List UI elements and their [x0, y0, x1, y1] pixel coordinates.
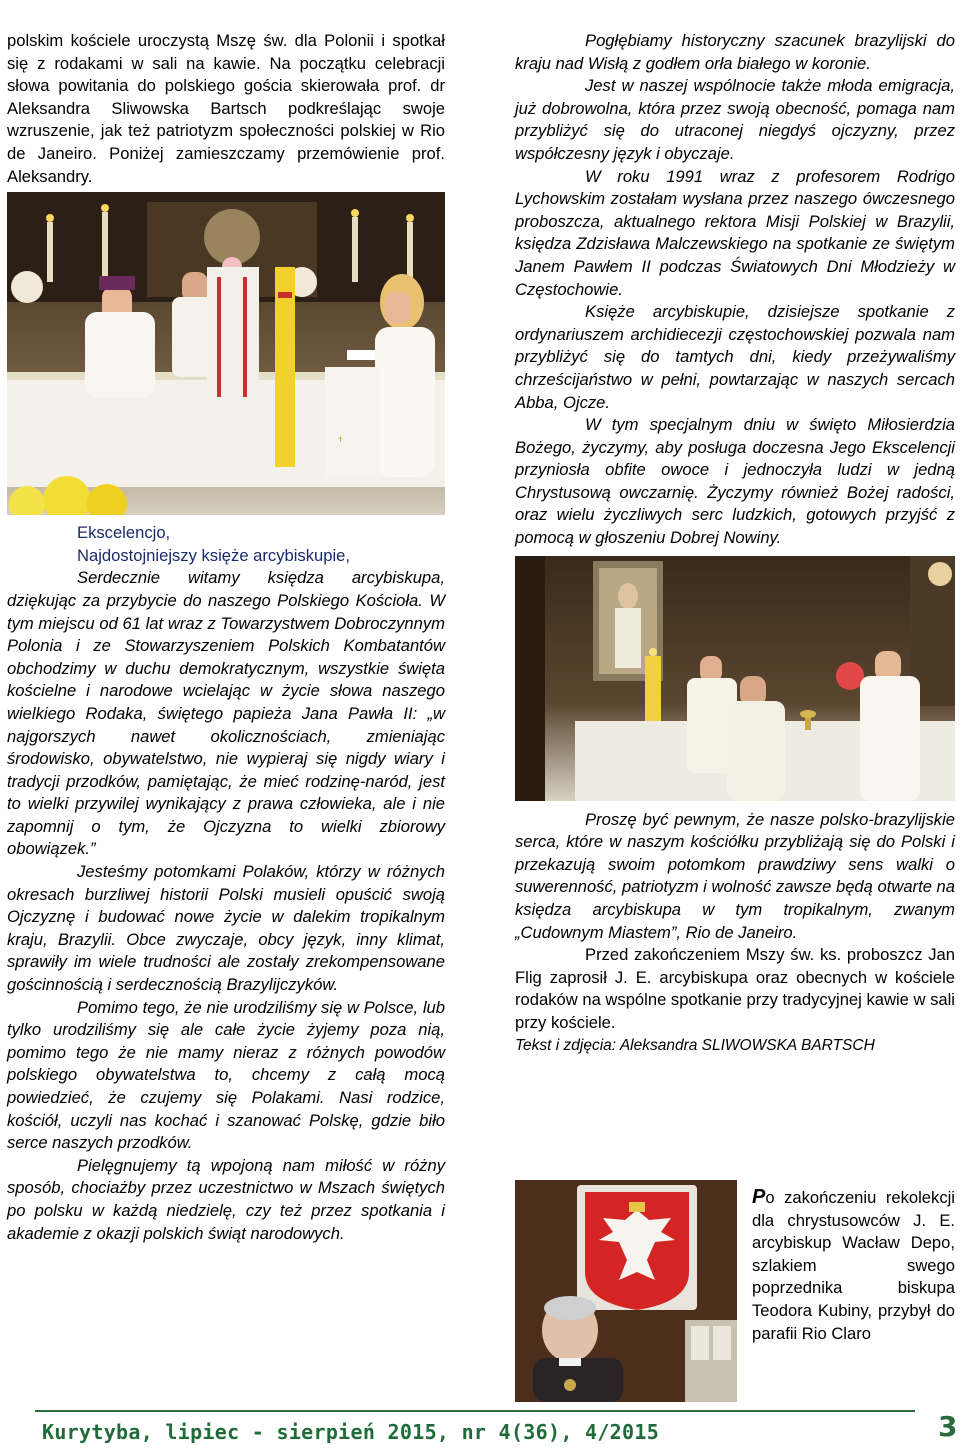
speech-paragraph-2: Jesteśmy potomkami Polaków, którzy w różnych okresach burzliwej historii Polski musieli opuścić swoją Ojczyznę i budować nowe życie w dalekim tropikalnym kraju, Brazylii. Obce zwyczaje, obcy język, inny klimat, sprawiły im wiele trudności ale zostały zrekompensowane gościnnością i serdecznością Brazylijczyków. [7, 862, 445, 995]
speech-paragraph-6: Jest w naszej wspólnocie także młoda emigracja, już dobrowolna, która przez swoją obecność, pomaga nam przybliżyć się do utraconej niegdyś ojczyzny, przez współczesny język i obyczaje. [515, 76, 955, 163]
speech-paragraph-1: Serdecznie witamy księdza arcybiskupa, dziękując za przybycie do naszego Polskiego Kościoła. W tym miejscu od 61 lat wraz z Towarzystwem Dobroczynnym Polonia i ze Stowarzyszeniem Polskich Kombatantów obchodzimy w duchu demokratycznym, wszystkie święta kościelne i narodowe wcielając w życie słowa naszego wielkiego Rodaka, świętego papieża Jana Pawła II: „w najgorszych nawet okolicznościach, zmieniając środowisko, obywatelstwo, nie wypieraj się nigdy wiary i tradycji przodków, pamiętając, że mieć rodzinę-naród, jest to wielki przywilej wynikający z prawa człowieka, ale i nie zapomnij o tym, że Ojczyzna to wielki zbiorowy obowiązek.” [7, 568, 445, 859]
photo-concelebration [515, 556, 955, 801]
right-column [515, 30, 955, 1056]
left-column [7, 30, 445, 1245]
page-number: 3 [938, 1410, 958, 1443]
speech-paragraph-5: Pogłębiamy historyczny szacunek brazylijski do kraju nad Wisłą z godłem orła białego w koronie. [515, 31, 955, 73]
salutation-1: Ekscelencjo, [77, 523, 171, 543]
photo-archbishop-eagle [515, 1180, 737, 1402]
speech-paragraph-9: W tym specjalnym dniu w święto Miłosierdzia Bożego, życzymy, aby posługa doczesna Jego Ekscelencji przyniosła obfite owoce i jednoczyła ludzi w jedną Chrystusową owczarnię. Życzymy również Bożej radości, oraz wielu życzliwych serc ludzkich, gotowych przyjść z pomocą w głoszeniu Dobrej Nowiny. [515, 415, 955, 548]
photo-credit: Tekst i zdjęcia: Aleksandra SLIWOWSKA BARTSCH [515, 1036, 875, 1054]
closing-paragraph: Przed zakończeniem Mszy św. ks. proboszcz Jan Flig zaprosił J. E. arcybiskupa oraz obecnych w kościele rodaków na wspólne spotkanie przy tradycyjnej kawie w sali przy kościele. [515, 945, 955, 1032]
speech-paragraph-4: Pielęgnujemy tą wpojoną nam miłość w różny sposób, chociażby przez uczestnictwo w Mszach świętych po polsku w każdą niedzielę, czy też przez spotkania i akademie z okazji polskich świąt narodowych. [7, 1155, 445, 1243]
svg-text:✝: ✝ [337, 435, 344, 445]
speech-paragraph-7: W roku 1991 wraz z profesorem Rodrigo Lychowskim zostałam wysłana przez naszego ówczesnego proboszcza, aktualnego rektora Misji Polskiej w Brazylii, księdza Zdzisława Malczewskiego na spotkanie ze świętym Janem Pawłem II podczas Światowych Dni Młodzieży w Częstochowie. [515, 166, 955, 299]
rio-claro-body: o zakończeniu rekolekcji dla chrystusowców J. E. arcybiskup Wacław Depo, szlakiem swego poprzednika biskupa Teodora Kubiny, przybył do parafii Rio Claro [752, 1188, 955, 1343]
photo-altar-ceremony [7, 192, 445, 515]
speech-paragraph-8: Księże arcybiskupie, dzisiejsze spotkanie z ordynariuszem archidiecezji częstochowskiej pozwala nam przybliżyć się do tamtych dni, kiedy przeżywaliśmy chrześcijaństwo w pełni, powtarzając w naszych sercach Abba, Ojcze. [515, 302, 955, 412]
rio-claro-text [752, 1186, 955, 1345]
drop-cap: P [752, 1186, 766, 1208]
intro-paragraph: polskim kościele uroczystą Mszę św. dla Polonii i spotkał się z rodakami w sali na kawie. Na początku celebracji słowa powitania do polskiego gościa skierowała prof. dr Aleksandra Sliwowska Bartsch podkreślając swoje wzruszenie, jak też patriotyzm społeczności polskiej w Rio de Janeiro. Poniżej zamieszczamy przemówienie prof. Aleksandry. [7, 31, 445, 186]
footer-rule [35, 1410, 915, 1412]
speech-paragraph-10: Proszę być pewnym, że nasze polsko-brazylijskie serca, które w naszym kościółku przybliżają się do Polski i przekazują swoim potomkom prawdziwy sens walki o suwerenność, patriotyzm i wolność zawsze będą otwarte na księdza arcybiskupa w tym tropikalnym, zwanym „Cudownym Miastem”, Rio de Janeiro. [515, 809, 955, 942]
footer-issue-info: Kurytyba, lipiec - sierpień 2015, nr 4(36), 4/2015 [42, 1420, 660, 1444]
rio-claro-block [515, 1180, 955, 1402]
salutation-2: Najdostojniejszy księże arcybiskupie, [77, 545, 350, 565]
speech-paragraph-3: Pomimo tego, że nie urodziliśmy się w Polsce, lub tylko urodziliśmy się ale całe życie żyjemy poza nią, pomimo tego że nie mamy nieraz z różnych powodów polskiego obywatelstwa to, chcemy z całą mocą powiedzieć, że czujemy się Polakami. Nasi rodzice, kościół, uczyli nas kochać i szanować Polskę, gdzie biło serce naszych przodków. [7, 997, 445, 1153]
